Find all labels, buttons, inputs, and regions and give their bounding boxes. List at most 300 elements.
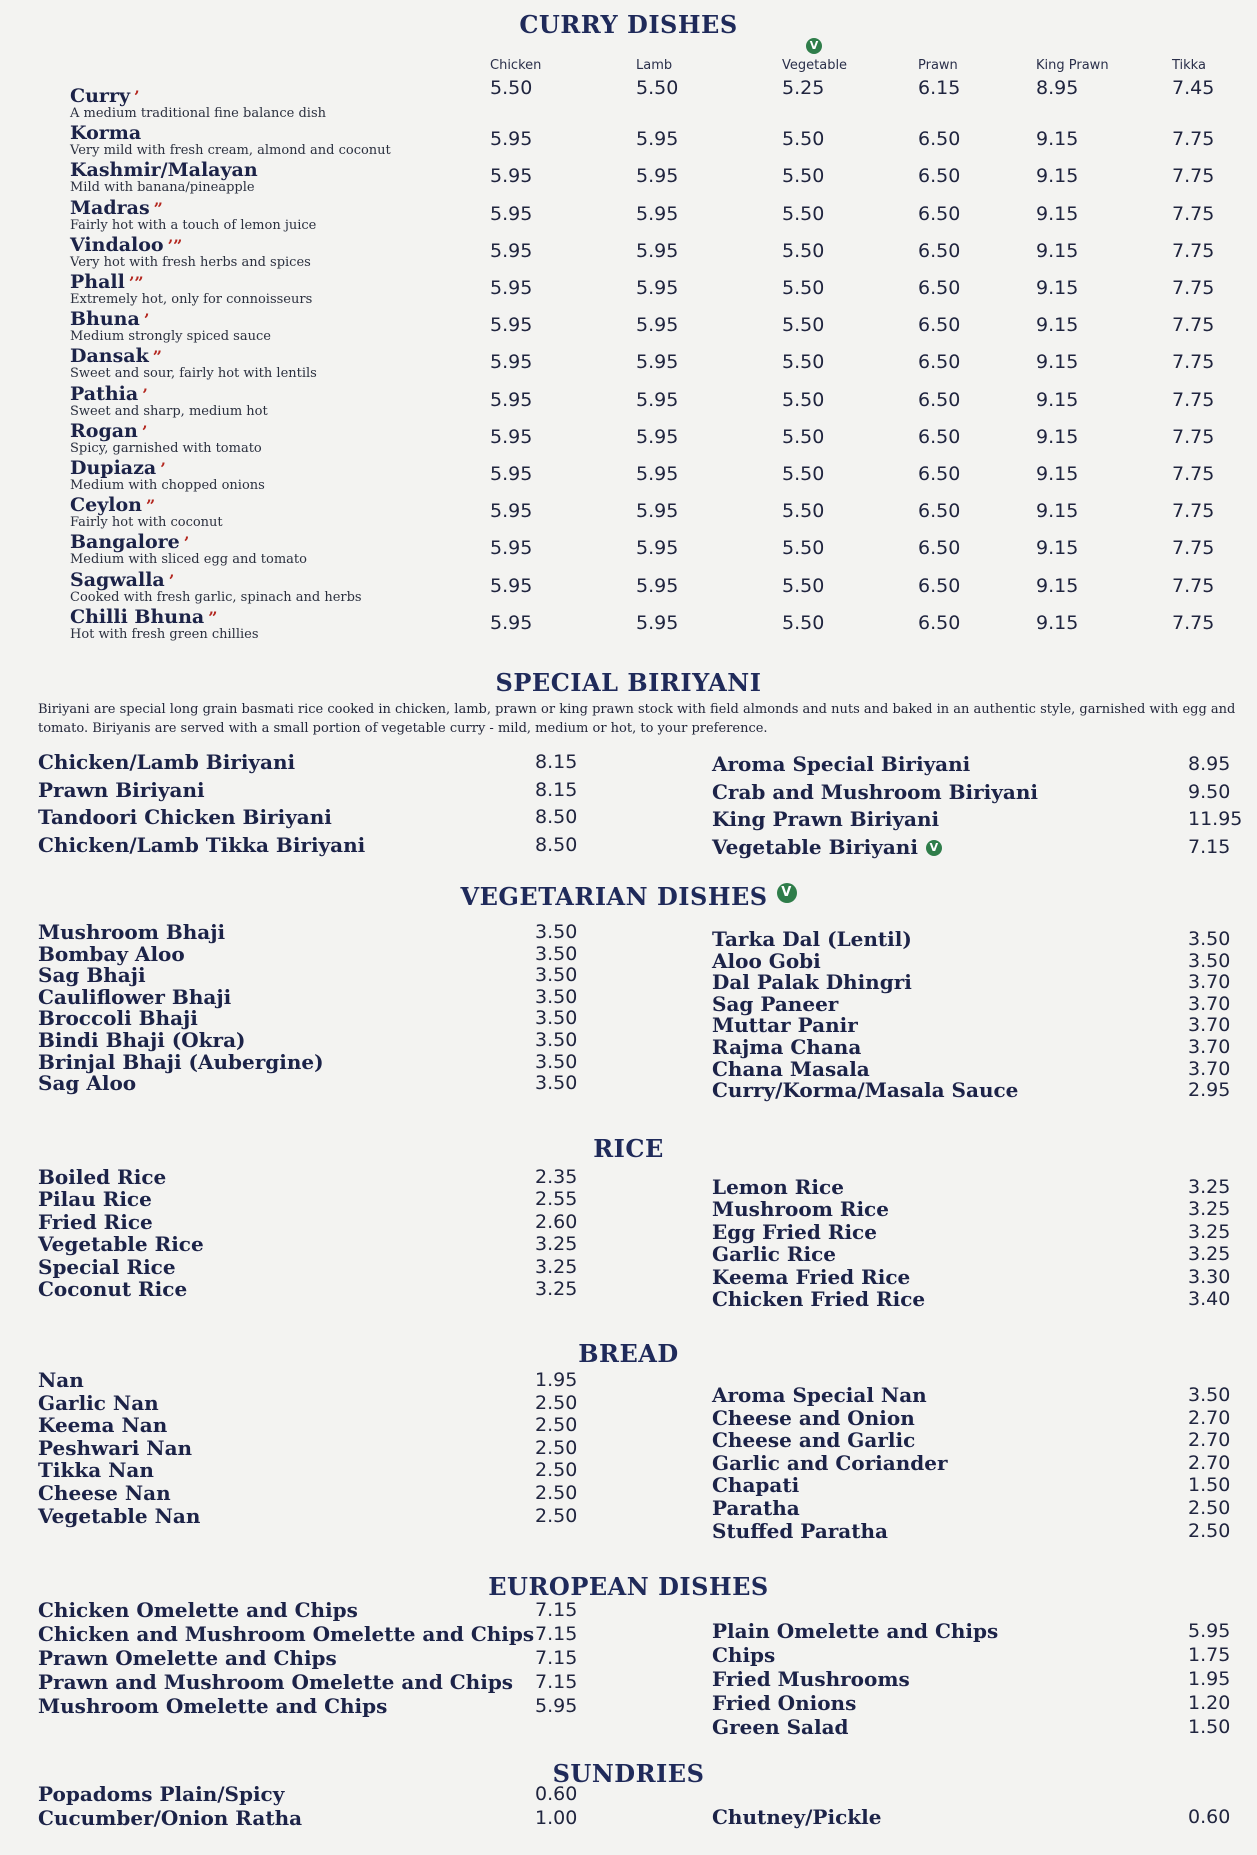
item-name-text: Muttar Panir bbox=[712, 1013, 858, 1038]
sundries-item-name bbox=[38, 1782, 284, 1806]
item-name-text: Peshwari Nan bbox=[38, 1435, 193, 1460]
european-item-price: 1.95 bbox=[1188, 1668, 1231, 1690]
item-name-text: Plain Omelette and Chips bbox=[712, 1619, 999, 1643]
item-name-text: Vegetable Rice bbox=[38, 1232, 204, 1257]
rice-item-price: 3.40 bbox=[1188, 1288, 1231, 1310]
vegetarian-item-price: 3.50 bbox=[535, 964, 578, 987]
item-name-text: Sag Paneer bbox=[712, 991, 839, 1016]
item-name-text: Popadoms Plain/Spicy bbox=[38, 1782, 285, 1806]
chili-heat-icon: ’” bbox=[128, 273, 144, 292]
dish-price-tikka: 7.75 bbox=[1172, 425, 1215, 448]
dish-price-vegetable: 5.50 bbox=[782, 277, 825, 299]
sundries-item-name bbox=[712, 1805, 881, 1829]
dish-price-lamb: 5.95 bbox=[636, 128, 679, 151]
dish-price-chicken: 5.95 bbox=[490, 128, 533, 151]
biriyani-item-price: 8.50 bbox=[535, 833, 578, 856]
dish-price-chicken: 5.95 bbox=[490, 425, 533, 448]
dish-price-king-prawn: 9.15 bbox=[1036, 388, 1079, 411]
bread-item-price: 2.70 bbox=[1188, 1429, 1231, 1452]
bread-item-name bbox=[38, 1391, 159, 1415]
item-name-text: Coconut Rice bbox=[38, 1277, 188, 1301]
item-name-text: Chapati bbox=[712, 1473, 800, 1498]
curry-row bbox=[0, 197, 1257, 234]
bread-item-name bbox=[712, 1496, 800, 1520]
rice-item-price: 2.55 bbox=[535, 1188, 578, 1211]
dish-price-chicken: 5.95 bbox=[490, 537, 533, 560]
vegetarian-item-name bbox=[712, 1013, 858, 1037]
dish-name-text: Dansak bbox=[70, 345, 149, 368]
dish-price-king-prawn: 9.15 bbox=[1036, 463, 1079, 485]
dish-price-tikka: 7.75 bbox=[1172, 500, 1215, 523]
curry-row bbox=[0, 271, 1257, 308]
rice-item-name bbox=[38, 1187, 152, 1211]
item-name-text: Stuffed Paratha bbox=[712, 1518, 889, 1543]
european-item-name bbox=[712, 1619, 998, 1643]
bread-item-name bbox=[38, 1436, 192, 1460]
dish-price-tikka: 7.75 bbox=[1172, 277, 1215, 299]
dish-price-prawn: 6.50 bbox=[918, 128, 961, 151]
curry-row bbox=[0, 494, 1257, 531]
european-item-name bbox=[38, 1694, 387, 1718]
dish-price-vegetable: 5.50 bbox=[782, 463, 825, 485]
vegetarian-item-name bbox=[38, 963, 146, 987]
dish-price-lamb: 5.95 bbox=[636, 388, 679, 411]
dish-price-king-prawn: 9.15 bbox=[1036, 537, 1079, 560]
dish-price-prawn: 6.50 bbox=[918, 202, 961, 225]
item-name-text: Dal Palak Dhingri bbox=[712, 970, 912, 995]
item-name-text: Brinjal Bhaji (Aubergine) bbox=[38, 1049, 324, 1074]
dish-name bbox=[70, 122, 141, 144]
dish-price-tikka: 7.75 bbox=[1172, 128, 1215, 151]
dish-name bbox=[70, 420, 147, 442]
dish-price-prawn: 6.50 bbox=[918, 314, 961, 337]
dish-description: Fairly hot with coconut bbox=[70, 515, 223, 531]
sundries-item-price: 1.00 bbox=[535, 1807, 578, 1829]
biriyani-item-price: 7.15 bbox=[1188, 835, 1231, 858]
vegetarian-item-name bbox=[38, 942, 185, 966]
dish-price-king-prawn: 9.15 bbox=[1036, 128, 1079, 151]
item-name-text: Prawn Biriyani bbox=[38, 777, 205, 802]
item-name-text: Aroma Special Nan bbox=[712, 1383, 927, 1407]
dish-price-vegetable: 5.50 bbox=[782, 425, 825, 448]
vegetarian-item-name bbox=[712, 992, 838, 1016]
item-name-text: Vegetable Nan bbox=[38, 1503, 201, 1528]
biriyani-item-name bbox=[38, 778, 205, 802]
curry-row bbox=[0, 122, 1257, 159]
dish-description: Medium with chopped onions bbox=[70, 478, 265, 493]
item-name-text: Prawn Omelette and Chips bbox=[38, 1646, 337, 1670]
rice-item-name bbox=[38, 1165, 166, 1189]
dish-description: Sweet and sour, fairly hot with lentils bbox=[70, 366, 317, 382]
item-name-text: Chana Masala bbox=[712, 1056, 870, 1081]
item-name-text: Cheese Nan bbox=[38, 1481, 171, 1505]
item-name-text: Mushroom Rice bbox=[712, 1197, 889, 1222]
dish-price-chicken: 5.95 bbox=[490, 388, 533, 411]
dish-price-chicken: 5.95 bbox=[490, 351, 533, 374]
dish-name bbox=[70, 234, 182, 256]
curry-row bbox=[0, 308, 1257, 345]
biriyani-item-price: 8.50 bbox=[535, 806, 578, 828]
vegetarian-item-price: 3.50 bbox=[535, 1050, 578, 1073]
dish-name bbox=[70, 569, 174, 591]
dish-price-lamb: 5.95 bbox=[636, 537, 679, 560]
dish-description: Fairly hot with a touch of lemon juice bbox=[70, 217, 317, 233]
item-name-text: Sag Aloo bbox=[38, 1071, 137, 1096]
vegetarian-dishes-title: VEGETARIAN DISHES bbox=[460, 882, 768, 911]
dish-price-lamb: 5.95 bbox=[636, 202, 679, 225]
european-item-price: 7.15 bbox=[535, 1599, 578, 1621]
european-item-price: 5.95 bbox=[1188, 1620, 1231, 1642]
dish-price-vegetable: 5.50 bbox=[782, 165, 825, 188]
dish-price-king-prawn: 9.15 bbox=[1036, 611, 1079, 634]
dish-name bbox=[70, 159, 258, 181]
curry-row bbox=[0, 345, 1257, 382]
vegetarian-item-name bbox=[712, 1078, 1018, 1102]
dish-price-prawn: 6.50 bbox=[918, 611, 961, 634]
curry-column-header: Chicken bbox=[490, 58, 542, 73]
curry-row bbox=[0, 457, 1257, 494]
item-name-text: Chicken Fried Rice bbox=[712, 1287, 926, 1311]
dish-price-lamb: 5.95 bbox=[636, 314, 679, 337]
bread-item-name bbox=[38, 1368, 84, 1392]
rice-item-name bbox=[712, 1265, 910, 1289]
curry-column-header: King Prawn bbox=[1036, 58, 1109, 73]
biriyani-item-price: 8.15 bbox=[535, 778, 578, 801]
european-item-name bbox=[38, 1622, 534, 1646]
sundries-item-price: 0.60 bbox=[1188, 1806, 1231, 1828]
dish-price-prawn: 6.50 bbox=[918, 574, 961, 597]
chili-heat-icon: ” bbox=[208, 607, 218, 627]
bread-item-price: 2.50 bbox=[535, 1391, 578, 1414]
rice-item-price: 3.25 bbox=[1188, 1243, 1231, 1266]
vegetarian-item-price: 3.70 bbox=[1188, 1014, 1231, 1037]
dish-description: Medium with sliced egg and tomato bbox=[70, 552, 307, 568]
special-biriyani-heading: SPECIAL BIRIYANI bbox=[495, 668, 762, 697]
rice-item-name bbox=[712, 1175, 844, 1199]
dish-description: Hot with fresh green chillies bbox=[70, 626, 259, 642]
dish-name-text: Kashmir/Malayan bbox=[70, 159, 258, 182]
bread-heading: BREAD bbox=[578, 1339, 679, 1368]
rice-item-name bbox=[712, 1287, 925, 1311]
dish-price-prawn: 6.50 bbox=[918, 537, 961, 560]
dish-price-tikka: 7.75 bbox=[1172, 351, 1215, 374]
rice-item-price: 2.60 bbox=[535, 1210, 578, 1233]
chili-heat-icon: ” bbox=[153, 198, 163, 218]
vegetarian-item-price: 3.50 bbox=[1188, 928, 1231, 950]
dish-price-tikka: 7.75 bbox=[1172, 388, 1215, 411]
vegetarian-item-price: 3.50 bbox=[535, 985, 578, 1008]
bread-item-price: 2.50 bbox=[535, 1504, 578, 1527]
biriyani-intro: Biriyani are special long grain basmati rice cooked in chicken, lamb, prawn or king prawn stock with field almonds and nuts and baked in an authentic style, garnished with egg and tomato. Biriyanis are served with a small portion of vegetable curry - mild, medium or hot, to your preference. bbox=[38, 702, 1236, 736]
dish-price-king-prawn: 8.95 bbox=[1036, 77, 1079, 99]
item-name-text: Garlic and Coriander bbox=[712, 1450, 948, 1475]
european-item-price: 5.95 bbox=[535, 1695, 578, 1717]
vegetarian-item-price: 3.50 bbox=[535, 921, 578, 943]
item-name-text: Tarka Dal (Lentil) bbox=[712, 927, 912, 951]
dish-name-text: Chilli Bhuna bbox=[70, 605, 205, 628]
item-name-text: Fried Onions bbox=[712, 1691, 857, 1715]
rice-item-price: 3.25 bbox=[535, 1255, 578, 1278]
bread-item-price: 2.50 bbox=[535, 1414, 578, 1437]
vegetable-icon: V bbox=[806, 38, 822, 54]
dish-price-vegetable: 5.25 bbox=[782, 77, 825, 99]
item-name-text: Chicken Omelette and Chips bbox=[38, 1598, 358, 1622]
vegetarian-dishes-heading bbox=[0, 882, 1257, 911]
rice-heading: RICE bbox=[593, 1134, 664, 1163]
bread-item-price: 1.50 bbox=[1188, 1474, 1231, 1497]
curry-row bbox=[0, 159, 1257, 196]
dish-price-lamb: 5.95 bbox=[636, 574, 679, 597]
item-name-text: Chutney/Pickle bbox=[712, 1805, 882, 1829]
item-name-text: Tandoori Chicken Biriyani bbox=[38, 805, 332, 829]
chili-heat-icon: ’ bbox=[160, 459, 166, 478]
vegetarian-item-name bbox=[712, 1035, 861, 1059]
rice-item-name bbox=[712, 1220, 877, 1244]
bread-item-price: 2.50 bbox=[535, 1482, 578, 1504]
dish-price-lamb: 5.95 bbox=[636, 351, 679, 374]
rice-item-name bbox=[38, 1210, 153, 1234]
european-item-name bbox=[38, 1598, 358, 1622]
european-item-name bbox=[712, 1643, 775, 1667]
biriyani-item-price: 8.95 bbox=[1188, 753, 1231, 775]
dish-price-prawn: 6.50 bbox=[918, 388, 961, 411]
dish-price-tikka: 7.75 bbox=[1172, 314, 1215, 337]
chili-heat-icon: ’ bbox=[183, 533, 190, 553]
bread-item-price: 3.50 bbox=[1188, 1384, 1231, 1406]
european-item-name bbox=[712, 1667, 910, 1691]
chili-heat-icon: ’ bbox=[142, 384, 148, 404]
dish-description: Extremely hot, only for connoisseurs bbox=[70, 292, 313, 307]
dish-price-vegetable: 5.50 bbox=[782, 388, 825, 411]
biriyani-item-name bbox=[38, 833, 365, 857]
dish-price-vegetable: 5.50 bbox=[782, 500, 825, 523]
dish-name-text: Korma bbox=[70, 122, 142, 145]
dish-name bbox=[70, 531, 189, 553]
dish-name-text: Curry bbox=[70, 85, 130, 107]
bread-item-name bbox=[38, 1413, 167, 1437]
item-name-text: Mushroom Omelette and Chips bbox=[38, 1694, 388, 1718]
dish-price-chicken: 5.50 bbox=[490, 77, 533, 99]
item-name-text: Broccoli Bhaji bbox=[38, 1006, 198, 1031]
sundries-item-name bbox=[38, 1806, 302, 1830]
item-name-text: Chips bbox=[712, 1643, 776, 1667]
dish-price-lamb: 5.95 bbox=[636, 165, 679, 188]
european-item-price: 1.50 bbox=[1188, 1716, 1231, 1738]
dish-name bbox=[70, 383, 148, 405]
dish-price-chicken: 5.95 bbox=[490, 574, 533, 597]
vegetarian-item-price: 2.95 bbox=[1188, 1079, 1231, 1102]
curry-dishes-heading: CURRY DISHES bbox=[519, 10, 738, 39]
dish-price-vegetable: 5.50 bbox=[782, 611, 825, 634]
bread-item-name bbox=[712, 1428, 915, 1452]
item-name-text: King Prawn Biriyani bbox=[712, 807, 940, 831]
european-item-name bbox=[38, 1670, 513, 1694]
vegetarian-item-price: 3.50 bbox=[535, 1029, 578, 1051]
dish-name-text: Madras bbox=[70, 196, 150, 219]
curry-row bbox=[0, 531, 1257, 568]
item-name-text: Bombay Aloo bbox=[38, 941, 185, 966]
item-name-text: Bindi Bhaji (Okra) bbox=[38, 1028, 246, 1052]
european-item-price: 7.15 bbox=[535, 1623, 578, 1645]
biriyani-item-price: 8.15 bbox=[535, 751, 578, 773]
chili-heat-icon: ’” bbox=[167, 235, 183, 255]
dish-price-king-prawn: 9.15 bbox=[1036, 425, 1079, 448]
dish-price-chicken: 5.95 bbox=[490, 463, 533, 485]
item-name-text: Special Rice bbox=[38, 1254, 176, 1279]
dish-name bbox=[70, 308, 149, 330]
item-name-text: Cucumber/Onion Ratha bbox=[38, 1806, 303, 1830]
curry-column-header: Lamb bbox=[636, 58, 673, 73]
curry-row bbox=[0, 234, 1257, 271]
dish-price-prawn: 6.50 bbox=[918, 463, 961, 485]
dish-price-king-prawn: 9.15 bbox=[1036, 277, 1079, 299]
item-name-text: Keema Fried Rice bbox=[712, 1264, 911, 1289]
chili-heat-icon: ’ bbox=[134, 87, 140, 106]
bread-item-name bbox=[38, 1504, 200, 1528]
dish-name-text: Ceylon bbox=[70, 494, 142, 517]
biriyani-item-name bbox=[38, 750, 295, 774]
biriyani-item-name bbox=[712, 780, 1038, 804]
vegetarian-item-name bbox=[38, 1050, 324, 1074]
bread-item-price: 1.95 bbox=[535, 1369, 578, 1391]
vegetarian-item-name bbox=[38, 920, 225, 944]
dish-description: Medium strongly spiced sauce bbox=[70, 329, 271, 345]
vegetarian-item-name bbox=[38, 1071, 136, 1095]
vegetarian-item-price: 3.50 bbox=[535, 1072, 578, 1095]
curry-row bbox=[0, 569, 1257, 606]
item-name-text: Lemon Rice bbox=[712, 1175, 844, 1199]
item-name-text: Chicken/Lamb Biriyani bbox=[38, 750, 296, 774]
european-item-price: 7.15 bbox=[535, 1671, 578, 1693]
curry-row bbox=[0, 383, 1257, 420]
rice-item-name bbox=[38, 1277, 187, 1301]
chili-heat-icon: ” bbox=[152, 347, 162, 367]
dish-price-vegetable: 5.50 bbox=[782, 239, 825, 262]
dish-name-text: Vindaloo bbox=[70, 233, 164, 256]
item-name-text: Fried Rice bbox=[38, 1209, 153, 1234]
dish-price-lamb: 5.95 bbox=[636, 463, 679, 485]
biriyani-item-name bbox=[712, 807, 939, 831]
vegetarian-item-price: 3.70 bbox=[1188, 971, 1231, 994]
chili-heat-icon: ’ bbox=[141, 421, 148, 441]
item-name-text: Tikka Nan bbox=[38, 1458, 154, 1483]
dish-price-tikka: 7.75 bbox=[1172, 463, 1215, 485]
dish-price-king-prawn: 9.15 bbox=[1036, 500, 1079, 523]
dish-price-chicken: 5.95 bbox=[490, 239, 533, 262]
dish-price-vegetable: 5.50 bbox=[782, 537, 825, 560]
dish-price-chicken: 5.95 bbox=[490, 202, 533, 225]
european-item-price: 1.20 bbox=[1188, 1692, 1231, 1714]
rice-item-name bbox=[38, 1255, 176, 1279]
bread-item-price: 2.50 bbox=[1188, 1497, 1231, 1519]
dish-name-text: Phall bbox=[70, 271, 125, 293]
dish-description: Mild with banana/pineapple bbox=[70, 180, 255, 196]
item-name-text: Cheese and Onion bbox=[712, 1405, 915, 1430]
item-name-text: Garlic Rice bbox=[712, 1242, 837, 1267]
item-name-text: Fried Mushrooms bbox=[712, 1667, 910, 1691]
dish-price-lamb: 5.95 bbox=[636, 425, 679, 448]
rice-item-price: 3.25 bbox=[535, 1278, 578, 1300]
european-item-price: 7.15 bbox=[535, 1647, 578, 1669]
dish-price-vegetable: 5.50 bbox=[782, 128, 825, 151]
item-name-text: Crab and Mushroom Biriyani bbox=[712, 779, 1038, 804]
dish-price-chicken: 5.95 bbox=[490, 314, 533, 337]
curry-column-header: Prawn bbox=[918, 58, 958, 73]
vegetarian-item-price: 3.70 bbox=[1188, 1057, 1231, 1080]
european-item-price: 1.75 bbox=[1188, 1644, 1231, 1666]
biriyani-item-name bbox=[712, 835, 942, 859]
dish-price-vegetable: 5.50 bbox=[782, 574, 825, 597]
dish-price-chicken: 5.95 bbox=[490, 611, 533, 634]
rice-item-price: 3.25 bbox=[1188, 1198, 1231, 1221]
dish-name-text: Rogan bbox=[70, 419, 138, 442]
bread-item-name bbox=[712, 1519, 888, 1543]
dish-price-prawn: 6.50 bbox=[918, 500, 961, 523]
dish-price-tikka: 7.75 bbox=[1172, 611, 1215, 634]
item-name-text: Prawn and Mushroom Omelette and Chips bbox=[38, 1670, 514, 1694]
chili-heat-icon: ’ bbox=[168, 570, 175, 590]
european-dishes-heading: EUROPEAN DISHES bbox=[488, 1572, 769, 1601]
dish-price-prawn: 6.50 bbox=[918, 277, 961, 299]
dish-price-tikka: 7.75 bbox=[1172, 537, 1215, 560]
sundries-item-price: 0.60 bbox=[535, 1783, 578, 1805]
vegetarian-item-price: 3.50 bbox=[535, 1007, 578, 1030]
item-name-text: Mushroom Bhaji bbox=[38, 920, 226, 944]
european-item-name bbox=[712, 1715, 849, 1739]
curry-column-header: Vegetable bbox=[782, 58, 848, 73]
bread-item-price: 2.50 bbox=[535, 1459, 578, 1482]
dish-description: Very mild with fresh cream, almond and coconut bbox=[70, 143, 391, 159]
bread-item-name bbox=[38, 1458, 154, 1482]
rice-item-price: 3.25 bbox=[1188, 1220, 1231, 1243]
vegetable-icon: V bbox=[926, 840, 942, 856]
dish-price-lamb: 5.95 bbox=[636, 500, 679, 523]
rice-item-price: 3.25 bbox=[1188, 1176, 1231, 1198]
item-name-text: Pilau Rice bbox=[38, 1187, 152, 1212]
dish-name bbox=[70, 457, 166, 479]
bread-item-price: 2.70 bbox=[1188, 1451, 1231, 1474]
dish-description: Very hot with fresh herbs and spices bbox=[70, 254, 311, 270]
rice-item-name bbox=[712, 1242, 836, 1266]
vegetarian-item-name bbox=[712, 927, 912, 951]
vegetarian-item-price: 3.70 bbox=[1188, 992, 1231, 1015]
dish-name-text: Bhuna bbox=[70, 308, 140, 331]
rice-item-name bbox=[38, 1232, 204, 1256]
item-name-text: Vegetable Biriyani bbox=[712, 834, 918, 859]
dish-price-vegetable: 5.50 bbox=[782, 351, 825, 374]
dish-price-vegetable: 5.50 bbox=[782, 314, 825, 337]
dish-name bbox=[70, 606, 217, 628]
vegetarian-item-name bbox=[712, 1057, 870, 1081]
vegetarian-item-name bbox=[38, 985, 231, 1009]
dish-description: Sweet and sharp, medium hot bbox=[70, 403, 268, 419]
dish-price-lamb: 5.95 bbox=[636, 277, 679, 299]
item-name-text: Cauliflower Bhaji bbox=[38, 984, 232, 1009]
bread-item-name bbox=[38, 1481, 171, 1505]
dish-name bbox=[70, 345, 162, 367]
item-name-text: Green Salad bbox=[712, 1715, 849, 1739]
vegetarian-icon: V bbox=[777, 883, 797, 903]
dish-description: Cooked with fresh garlic, spinach and herbs bbox=[70, 589, 362, 605]
dish-description: Spicy, garnished with tomato bbox=[70, 440, 262, 456]
dish-price-king-prawn: 9.15 bbox=[1036, 314, 1079, 337]
dish-price-tikka: 7.45 bbox=[1172, 77, 1215, 99]
dish-price-chicken: 5.95 bbox=[490, 277, 533, 299]
bread-item-price: 2.50 bbox=[1188, 1519, 1231, 1542]
dish-description: A medium traditional fine balance dish bbox=[70, 106, 326, 121]
vegetarian-item-name bbox=[712, 949, 821, 973]
bread-item-name bbox=[712, 1383, 927, 1407]
